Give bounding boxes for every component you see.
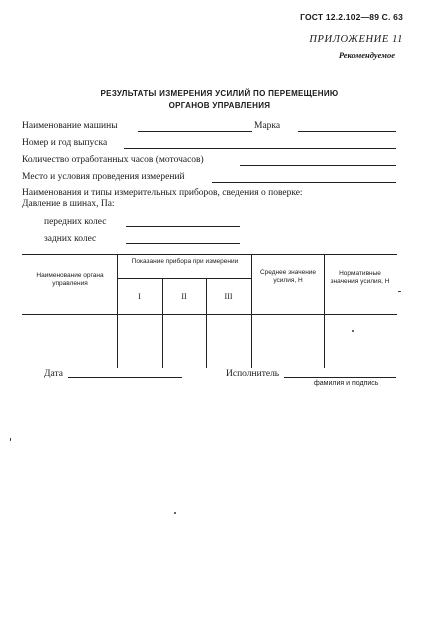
speck-mark [174, 512, 176, 514]
hours-label: Количество отработанных часов (моточасов) [22, 155, 204, 165]
table-header-average: Среднее значение усилия, Н [259, 269, 317, 284]
machine-name-field[interactable] [138, 131, 252, 132]
number-year-label: Номер и год выпуска [22, 138, 108, 148]
speck-mark [352, 330, 354, 332]
executor-field[interactable] [284, 377, 396, 378]
brand-label: Марка [254, 121, 281, 131]
rear-wheels-field[interactable] [126, 243, 240, 244]
document-title-line-2: ОРГАНОВ УПРАВЛЕНИЯ [168, 101, 271, 110]
brand-field[interactable] [298, 131, 396, 132]
front-wheels-label: передних колес [44, 217, 107, 227]
appendix-note: Рекомендуемое [338, 50, 395, 60]
standard-header: ГОСТ 12.2.102—89 С. 63 [300, 12, 403, 22]
document-title-line-1: РЕЗУЛЬТАТЫ ИЗМЕРЕНИЯ УСИЛИЙ ПО ПЕРЕМЕЩЕНИЮ [100, 89, 339, 98]
number-year-field[interactable] [124, 148, 396, 149]
signature-caption: фамилия и подпись [314, 380, 379, 387]
machine-name-label: Наименование машины [22, 121, 118, 131]
table-subheader-divider [117, 278, 251, 279]
table-subheader-ii: II [181, 292, 187, 301]
place-label: Место и условия проведения измерений [22, 172, 185, 182]
speck-mark [398, 291, 401, 292]
date-field[interactable] [68, 377, 182, 378]
table-col-divider [117, 254, 118, 368]
instruments-label: Наименования и типы измерительных приборов, сведения о поверке: [22, 188, 303, 198]
place-field[interactable] [212, 182, 396, 183]
table-header-bottom-border [22, 314, 397, 315]
table-header-readings: Показание прибора при измерении [131, 258, 239, 265]
tire-pressure-label: Давление в шинах, Па: [22, 199, 115, 209]
hours-field[interactable] [240, 165, 396, 166]
table-subheader-i: I [138, 292, 141, 301]
table-subheader-iii: III [224, 292, 233, 301]
date-label: Дата [44, 369, 63, 379]
table-header-name: Наименование органа управления [36, 272, 104, 287]
executor-label: Исполнитель [226, 369, 280, 379]
table-col-divider [251, 254, 252, 368]
table-col-divider [324, 254, 325, 368]
table-header-normative: Нормативные значения усилия, Н [330, 270, 390, 285]
speck-mark [10, 438, 11, 441]
front-wheels-field[interactable] [126, 226, 240, 227]
appendix-label: ПРИЛОЖЕНИЕ 11 [309, 34, 403, 45]
table-top-border [22, 254, 397, 255]
rear-wheels-label: задних колес [44, 234, 97, 244]
